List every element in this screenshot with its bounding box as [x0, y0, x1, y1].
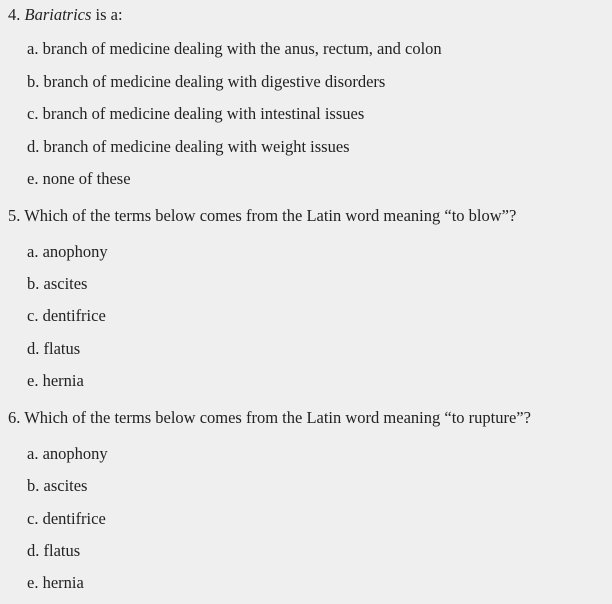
question-5-stem: Which of the terms below comes from the Latin word meaning “to blow”? [20, 206, 517, 225]
question-5-option-a: a. anophony [27, 242, 108, 261]
question-4-option-e: e. none of these [27, 169, 131, 188]
question-5 [8, 206, 516, 226]
question-4-option-d: d. branch of medicine dealing with weight issues [27, 137, 350, 156]
question-6-option-c: c. dentifrice [27, 509, 106, 528]
question-6-number: 6. [8, 408, 21, 427]
question-6 [8, 408, 531, 428]
question-4-number: 4. [8, 5, 21, 24]
question-6-option-d: d. flatus [27, 541, 81, 560]
question-4-option-a: a. branch of medicine dealing with the anus, rectum, and colon [27, 39, 442, 58]
question-5-number: 5. [8, 206, 21, 225]
question-6-option-a: a. anophony [27, 444, 108, 463]
question-5-option-c: c. dentifrice [27, 306, 106, 325]
question-4-stem: is a: [91, 5, 123, 24]
question-6-stem: Which of the terms below comes from the Latin word meaning “to rupture”? [20, 408, 531, 427]
question-4-term: Bariatrics [24, 5, 92, 24]
question-5-option-e: e. hernia [27, 371, 84, 390]
question-5-option-d: d. flatus [27, 339, 81, 358]
question-6-option-e: e. hernia [27, 573, 84, 592]
question-4-option-c: c. branch of medicine dealing with intestinal issues [27, 104, 365, 123]
question-4 [8, 5, 123, 25]
question-4-option-b: b. branch of medicine dealing with digestive disorders [27, 72, 386, 91]
question-6-option-b: b. ascites [27, 476, 88, 495]
question-5-option-b: b. ascites [27, 274, 88, 293]
